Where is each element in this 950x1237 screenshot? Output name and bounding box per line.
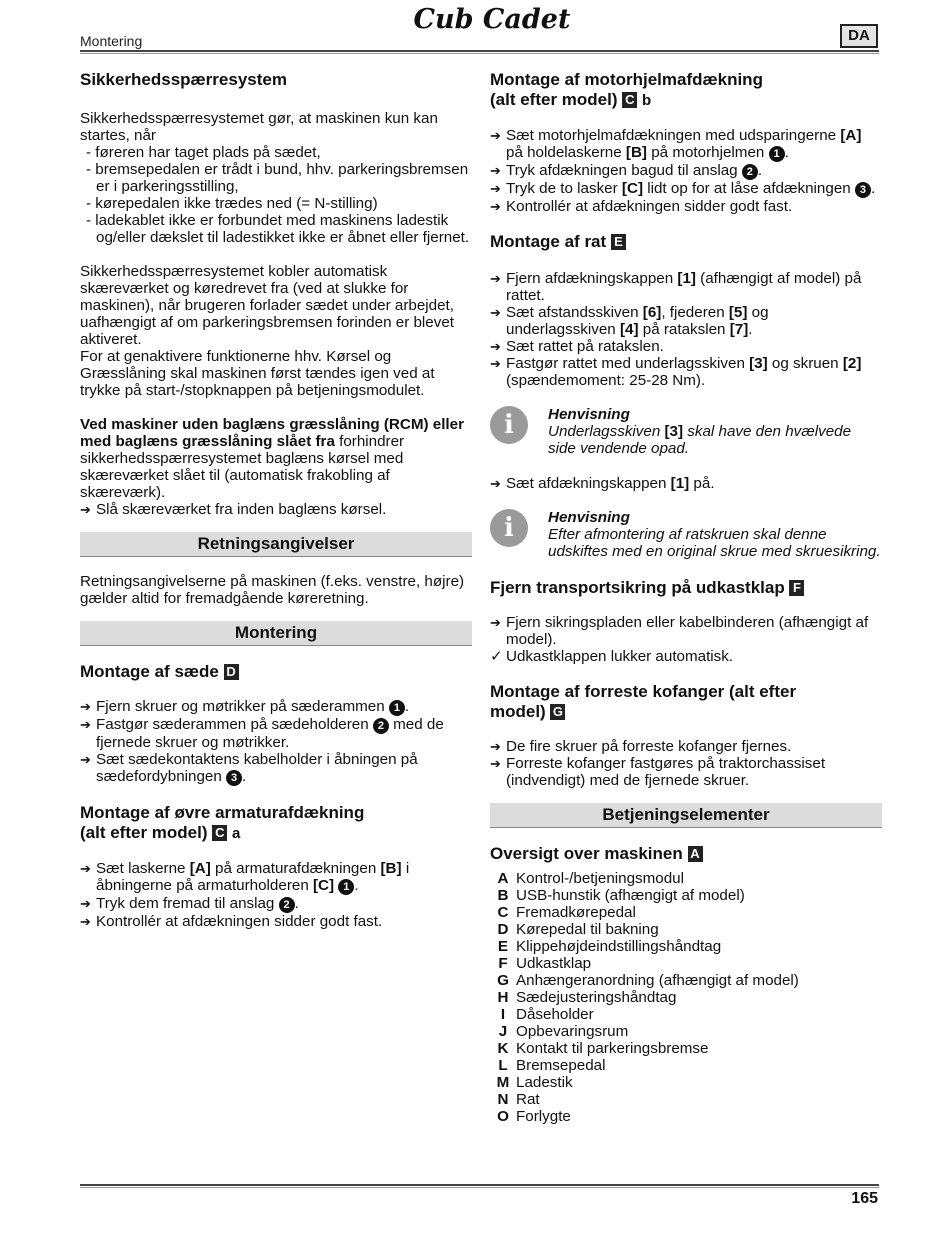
- cub-cadet-logo: [404, 2, 580, 36]
- legend-label: Rat: [516, 1091, 540, 1108]
- action-step: ➔ Fjern afdækningskappen [1] (afhængigt af model) på rattet.: [490, 270, 882, 304]
- section-heading: Montage af rat E: [490, 232, 882, 252]
- info-icon: i: [490, 509, 528, 547]
- step-number-icon: 2: [279, 897, 295, 913]
- legend-item: [490, 972, 882, 989]
- legend-label: Klippehøjdeindstillingshåndtag: [516, 938, 722, 955]
- action-step: ➔ Fjern sikringspladen eller kabelbinderen (afhængigt af model).: [490, 614, 882, 648]
- action-step: ➔ Sæt laskerne [A] på armaturafdækningen [B] i åbningerne på armaturholderen [C] 1 .: [80, 860, 472, 895]
- step-number-icon: 1: [389, 700, 405, 716]
- legend-label: Bremsepedal: [516, 1057, 606, 1074]
- legend-key: D: [497, 921, 509, 938]
- action-step: ➔ Fastgør sæderammen på sædeholderen 2 med de fjernede skruer og møtrikker.: [80, 716, 472, 751]
- section-band-montering: Montering: [80, 621, 472, 646]
- legend-label: Dåseholder: [516, 1006, 594, 1023]
- step-number-icon: 1: [338, 879, 354, 895]
- legend-key: N: [497, 1091, 509, 1108]
- note-title: Henvisning: [548, 406, 630, 423]
- legend-item: [490, 1023, 882, 1040]
- paragraph: Sikkerhedsspærresystemet gør, at maskinen kun kan startes, når: [80, 110, 438, 144]
- legend-label: Opbevaringsrum: [516, 1023, 629, 1040]
- note-text: Efter afmontering af ratskruen skal denne udskiftes med en original skrue med skruesikring.: [548, 526, 881, 560]
- step-number-icon: 1: [769, 146, 785, 162]
- action-step: ➔ Tryk de to lasker [C] lidt op for at låse afdækningen 3 .: [490, 180, 882, 198]
- legend-label: USB-hunstik (afhængigt af model): [516, 887, 745, 904]
- paragraph: Ved maskiner uden baglæns græsslåning (RCM) eller med baglæns græsslåning slået fra forhindrer sikkerhedsspærresystemet baglæns kørsel med skæreværket slået til (automatisk frakobling af skæreværk).: [80, 416, 465, 501]
- action-step: ➔ Kontrollér at afdækningen sidder godt fast.: [490, 198, 882, 215]
- section-heading: Montage af øvre armaturafdækning (alt efter model) C a: [80, 803, 365, 842]
- action-step: ➔ Tryk dem fremad til anslag 2 .: [80, 895, 472, 913]
- figure-ref-box: C: [212, 825, 227, 841]
- legend-label: Fremadkørepedal: [516, 904, 636, 921]
- legend-item: [490, 1108, 882, 1125]
- language-badge: DA: [840, 24, 878, 48]
- step-number-icon: 3: [855, 182, 871, 198]
- header-section-title: Montering: [80, 33, 143, 49]
- legend-item: [490, 887, 882, 904]
- info-note: [490, 509, 882, 560]
- figure-ref-box: G: [550, 704, 565, 720]
- list-item: - føreren har taget plads på sædet,: [86, 144, 321, 161]
- paragraph: Retningsangivelserne på maskinen (f.eks. venstre, højre) gælder altid for fremadgående køreretning.: [80, 573, 465, 607]
- section-heading: Montage af sæde D: [80, 662, 472, 682]
- section-band-controls: Betjeningselementer: [490, 803, 882, 828]
- list-item: - kørepedalen ikke trædes ned (= N-stilling): [86, 195, 378, 212]
- legend-key: M: [496, 1074, 510, 1091]
- section-heading: Sikkerhedsspærresystem: [80, 70, 287, 89]
- figure-ref-box: C: [622, 92, 637, 108]
- list-item: - ladekablet ikke er forbundet med maskinens ladestik og/eller dækslet til ladestikket ikke er åbnet eller fjernet.: [86, 212, 470, 246]
- action-step: ➔ Slå skæreværket fra inden baglæns kørsel.: [80, 501, 472, 518]
- legend-label: Kontakt til parkeringsbremse: [516, 1040, 709, 1057]
- legend-key: E: [497, 938, 509, 955]
- section-heading: Fjern transportsikring på udkastklap F: [490, 578, 882, 598]
- logo-text: Cub Cadet: [413, 4, 571, 35]
- legend-key: A: [497, 870, 509, 887]
- footer-divider: [80, 1184, 879, 1186]
- legend-key: J: [498, 1023, 508, 1040]
- section-band-directions: Retningsangivelser: [80, 532, 472, 557]
- legend-item: [490, 1057, 882, 1074]
- action-step: ➔ Forreste kofanger fastgøres på traktorchassiset (indvendigt) med de fjernede skruer.: [490, 755, 882, 789]
- legend-key: G: [497, 972, 509, 989]
- legend-label: Forlygte: [516, 1108, 571, 1125]
- legend-label: Kontrol-/betjeningsmodul: [516, 870, 685, 887]
- legend-label: Sædejusteringshåndtag: [516, 989, 677, 1006]
- info-note: [490, 406, 882, 457]
- action-step: ➔ Sæt afdækningskappen [1] på.: [490, 475, 882, 492]
- note-text: Underlagsskiven [3] skal have den hvælvede side vendende opad.: [548, 423, 852, 457]
- info-icon: i: [490, 406, 528, 444]
- section-heading: Oversigt over maskinen A: [490, 844, 882, 864]
- condition-list: [80, 144, 472, 246]
- legend-key: K: [497, 1040, 509, 1057]
- legend-item: [490, 955, 882, 972]
- action-step: ➔ Fjern skruer og møtrikker på sæderammen 1 .: [80, 698, 472, 716]
- page-number: 165: [851, 1190, 878, 1207]
- figure-ref-box: F: [789, 580, 804, 596]
- list-item: - bremsepedalen er trådt i bund, hhv. parkeringsbremsen er i parkeringsstilling,: [86, 161, 469, 195]
- legend-key: B: [497, 887, 509, 904]
- legend-key: H: [497, 989, 509, 1006]
- legend-label: Ladestik: [516, 1074, 573, 1091]
- legend-item: [490, 921, 882, 938]
- action-step: ➔ Tryk afdækningen bagud til anslag 2 .: [490, 162, 882, 180]
- figure-ref-box: A: [688, 846, 703, 862]
- legend-item: [490, 1074, 882, 1091]
- note-title: Henvisning: [548, 509, 630, 526]
- paragraph: Sikkerhedsspærresystemet kobler automatisk skæreværket og køredrevet fra (ved at slukke for maskinen), når brugeren forlader sædet under arbejdet, uafhængigt af om parkeringsbremsen forinden er blevet aktiveret.: [80, 263, 454, 348]
- result-step: ✓ Udkastklappen lukker automatisk.: [490, 648, 882, 665]
- section-heading: Montage af motorhjelmafdækning (alt efter model) C b: [490, 70, 763, 109]
- legend-item: [490, 904, 882, 921]
- legend-item: [490, 1040, 882, 1057]
- legend-key: F: [498, 955, 508, 972]
- right-column: [490, 70, 882, 1125]
- header-divider: [80, 50, 879, 52]
- legend-item: [490, 938, 882, 955]
- legend-key: C: [497, 904, 509, 921]
- legend-item: [490, 989, 882, 1006]
- step-number-icon: 2: [373, 718, 389, 734]
- legend-item: [490, 1091, 882, 1108]
- left-column: [80, 70, 472, 930]
- legend-label: Kørepedal til bakning: [516, 921, 659, 938]
- legend-label: Anhængeranordning (afhængigt af model): [516, 972, 799, 989]
- legend-key: O: [497, 1108, 509, 1125]
- paragraph: For at genaktivere funktionerne hhv. Kørsel og Græsslåning skal maskinen først tændes igen ved at trykke på start-/stopknappen på betjeningsmodulet.: [80, 348, 435, 399]
- machine-legend: [490, 870, 882, 1125]
- action-step: ➔ Sæt rattet på ratakslen.: [490, 338, 882, 355]
- footer-divider-thin: [80, 1187, 879, 1188]
- header-divider-thin: [80, 53, 879, 54]
- action-step: ➔ Sæt motorhjelmafdækningen med udsparingerne [A] på holdelaskerne [B] på motorhjelmen 1 .: [490, 127, 882, 162]
- legend-key: L: [498, 1057, 508, 1074]
- step-number-icon: 2: [742, 164, 758, 180]
- action-step: ➔ De fire skruer på forreste kofanger fjernes.: [490, 738, 882, 755]
- legend-item: [490, 1006, 882, 1023]
- legend-item: [490, 870, 882, 887]
- action-step: ➔ Sæt afstandsskiven [6], fjederen [5] og underlagsskiven [4] på ratakslen [7].: [490, 304, 882, 338]
- action-step: ➔ Sæt sædekontaktens kabelholder i åbningen på sædefordybningen 3 .: [80, 751, 472, 786]
- legend-key: I: [500, 1006, 506, 1023]
- action-step: ➔ Fastgør rattet med underlagsskiven [3] og skruen [2] (spændemoment: 25-28 Nm).: [490, 355, 882, 389]
- figure-ref-box: E: [611, 234, 626, 250]
- section-heading: Montage af forreste kofanger (alt efter model) G: [490, 682, 797, 721]
- action-step: ➔ Kontrollér at afdækningen sidder godt fast.: [80, 913, 472, 930]
- legend-label: Udkastklap: [516, 955, 592, 972]
- step-number-icon: 3: [226, 770, 242, 786]
- figure-ref-box: D: [224, 664, 239, 680]
